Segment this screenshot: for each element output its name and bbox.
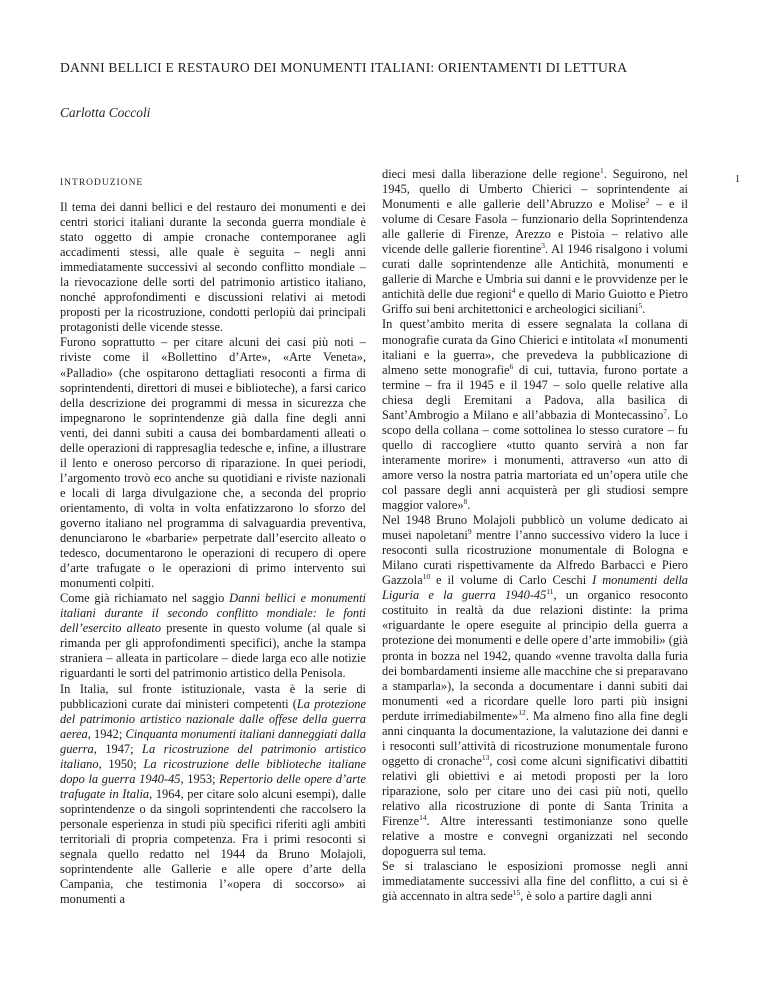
text-run: .: [467, 498, 471, 513]
text-run: Se si tralasciano le esposizioni promosse negli anni immediatamente successivi alla fine del conflitto, a cui si è già accennato in altra sede: [382, 859, 688, 904]
text-run: . Altre interessanti testimonianze sono quelle relative a mostre e convegni organizzati nel secondo dopoguerra sul tema.: [382, 814, 688, 859]
italic-title: La ricostruzione del patrimonio artistico italiano: [60, 741, 366, 771]
text-run: . Al 1946 risalgono i volumi curati dalle soprintendenze alle Antichità, monumenti e gallerie di Marche e Umbria sui danni e le provvidenze per le antichità delle due regioni: [382, 242, 688, 302]
text-run: , è solo a partire dagli anni: [520, 889, 653, 904]
paragraph: [60, 591, 366, 681]
page-number: 1: [735, 174, 740, 185]
text-run: , 1953;: [180, 771, 220, 786]
text-run: e il volume di Carlo Ceschi: [430, 573, 593, 588]
text-run: Come già richiamato nel saggio: [60, 591, 230, 606]
paragraph: [60, 682, 366, 908]
text-run: – e il volume di Cesare Fasola – funzionario della Soprintendenza alle gallerie di Firenze, Arezzo e Pistoia – relativo alle vicende delle gallerie fiorentine: [382, 197, 688, 257]
text-run: , 1942;: [87, 726, 126, 741]
footnote-ref: 10: [422, 572, 431, 582]
article-title: DANNI BELLICI E RESTAURO DEI MONUMENTI ITALIANI: ORIENTAMENTI DI LETTURA: [60, 60, 628, 75]
text-run: . Seguirono, nel 1945, quello di Umberto Chierici – soprintendente ai Monumenti e alle gallerie dell’Abruzzo e Molise: [382, 167, 688, 212]
paragraph: [382, 317, 688, 513]
footnote-ref: 5: [638, 301, 643, 311]
text-run: , così come alcuni significativi dibattiti relativi gli obiettivi e ai metodi proposti per la loro riparazione, solo per citare uno dei casi più noti, quello relativo alla ricostruzione di ponte di Santa Trinita a Firenze: [382, 753, 688, 829]
text-run: , 1950;: [98, 756, 144, 771]
text-run: , un organico resoconto costituito in realtà da due relazioni distinte: la prima «riguardante le opere eseguite al principio della guerra a protezione dei monumenti e delle opere d’arte immobili» (già pronta in bozza nel 1942, quando «venne travolta dalla furia dei bombardamenti insieme alle macchine che si preparavano a stamparla»), la seconda a documentare i danni subiti dai monumenti «ed a ricordare quelle loro parti più insigni perdute irrimediabilmente»: [382, 588, 688, 723]
text-run: di cui, tuttavia, furono portate a termine – fra il 1945 e il 1947 – solo quelle relative alla chiesa degli Eremitani a Padova, alla basilica di Sant’Ambrogio a Milano e all’abbazia di Montecassino: [382, 362, 688, 422]
author-name: Carlotta Coccoli: [60, 105, 151, 120]
text-column-left: [60, 200, 366, 970]
italic-title: Repertorio delle opere d’arte trafugate in Italia: [60, 771, 366, 801]
footnote-ref: 14: [419, 812, 427, 822]
text-run: Nel 1948 Bruno Molajoli pubblicò un volume dedicato ai musei napoletani: [382, 513, 688, 543]
text-run: , 1947;: [93, 741, 143, 756]
footnote-ref: 11: [546, 587, 554, 597]
text-run: presente in questo volume (al quale si rimanda per gli approfondimenti specifici), anche la stampa straniera – alleata in particolare – diede larga eco alle notizie riguardanti le sorti del patrimonio artistico della Penisola.: [60, 621, 366, 681]
text-run: dieci mesi dalla liberazione delle regione: [382, 167, 600, 181]
italic-title: Cinquanta monumenti italiani danneggiati dalla guerra: [60, 726, 366, 756]
footnote-ref: 9: [467, 527, 472, 536]
italic-title: La ricostruzione delle biblioteche italiane dopo la guerra 1940-45: [60, 756, 366, 786]
italic-title: Danni bellici e monumenti italiani durante il secondo conflitto mondiale: le fonti dell’esercito alleato: [60, 591, 366, 636]
text-run: , 1964, per citare solo alcuni esempi), dalle soprintendenze o da singoli soprintendenti che raccolsero la personale esperienza in studi più specifici riferiti agli ambiti territoriali di propria competenza. Fra i primi resoconti si segnala quello redatto nel 1944 da Bruno Molajoli, soprintendente alle Gallerie e alle opere d’arte della Campania, che testimonia l’«opera di soccorso» ai monumenti a: [60, 786, 366, 907]
footnote-ref: 3: [541, 241, 545, 251]
italic-title: La protezione del patrimonio artistico nazionale dalle offese della guerra aerea: [60, 696, 366, 741]
text-run: e quello di Mario Guiotto e Pietro Griffo sui beni architettonici e archeologici siciliani: [382, 287, 688, 317]
footnote-ref: 15: [512, 888, 521, 898]
text-run: In Italia, sul fronte istituzionale, vasta è la serie di pubblicazioni curate dai ministeri competenti (: [60, 681, 366, 711]
text-run: Il tema dei danni bellici e del restauro dei monumenti e dei centri storici italiani durante la seconda guerra mondiale è stato oggetto di ampie cronache contemporanee agli accadimenti stessi, alle quale è seguita – negli anni immediatamente successivi al secondo conflitto mondiale – la rievocazione delle sorti del patrimonio artistico italiano, nonché approfondimenti e discussioni relativi ai metodi proposti per la ricostruzione, condotti perlopiù dai principali protagonisti delle vicende stesse.: [60, 200, 366, 335]
text-run: mentre l’anno successivo videro la luce i resoconti sulla ricostruzione monumentale di Bologna e Milano curati rispettivamente da Alfredo Barbacci e Piero Gazzola: [382, 528, 688, 588]
footnote-ref: 1: [599, 167, 604, 175]
footnote-ref: 2: [645, 195, 650, 205]
section-heading: INTRODUZIONE: [60, 178, 144, 188]
text-run: .: [642, 302, 646, 317]
text-run: Furono soprattutto – per citare alcuni dei casi più noti – riviste come il «Bollettino d’Arte», «Arte Veneta», «Palladio» (che ospitarono dettagliati resoconti a firma di soprintendenti, direttori di musei e biblioteche), a farsi carico della descrizione dei programmi di messa in sicurezza che impegnarono le soprintendenze già dalla fine degli anni venti, dei danni subiti a causa dei bombardamenti alleati o delle operazioni di rappresaglia tedesche e, infine, a illustrare il lento e oneroso percorso di riparazione. In quei periodi, l’argomento trovò eco anche su quotidiani e riviste nazionali e locali di larga divulgazione che, a seconda del proprio orientamento, di volta in volta enfatizzarono lo sforzo del governo italiano nel programma di salvaguardia preventiva, denunciarono le «barbarie» perpetrate dall’esercito alleato o tedesco, documentarono le operazioni di recupero di opere d’arte trafugate o le operazioni di primo intervento sui monumenti colpiti.: [60, 335, 366, 591]
paragraph: [60, 200, 366, 335]
text-run: . Ma almeno fino alla fine degli anni cinquanta la documentazione, la valutazione dei danni e i resoconti sull’attività di ricostruzione monumentale furono oggetto di cronache: [382, 708, 688, 768]
paragraph: [60, 335, 366, 591]
paragraph: [382, 859, 688, 904]
footnote-ref: 12: [518, 707, 526, 717]
footnote-ref: 4: [511, 286, 516, 296]
paragraph: [382, 513, 688, 859]
italic-title: I monumenti della Liguria e la guerra 1940-45: [382, 573, 688, 603]
paragraph: [382, 167, 688, 317]
text-column-right: [382, 167, 688, 970]
footnote-ref: 8: [463, 496, 468, 506]
footnote-ref: 13: [481, 752, 490, 762]
footnote-ref: 6: [509, 361, 514, 371]
text-run: In quest’ambito merita di essere segnalata la collana di monografie curata da Gino Chierici e intitolata «I monumenti italiani e la guerra», che prevedeva la pubblicazione di almeno sette monografie: [382, 317, 688, 377]
footnote-ref: 7: [663, 406, 668, 416]
text-run: . Lo scopo della collana – come sottolinea lo stesso curatore – fu quello di raccogliere «tutto quanto servirà a non far interamente morire» i monumenti, attraverso «un atto di amore verso la nostra patria martoriata ed un’opera utile che col passare degli anni acquisterà per gli studiosi sempre maggior valore»: [382, 407, 688, 513]
